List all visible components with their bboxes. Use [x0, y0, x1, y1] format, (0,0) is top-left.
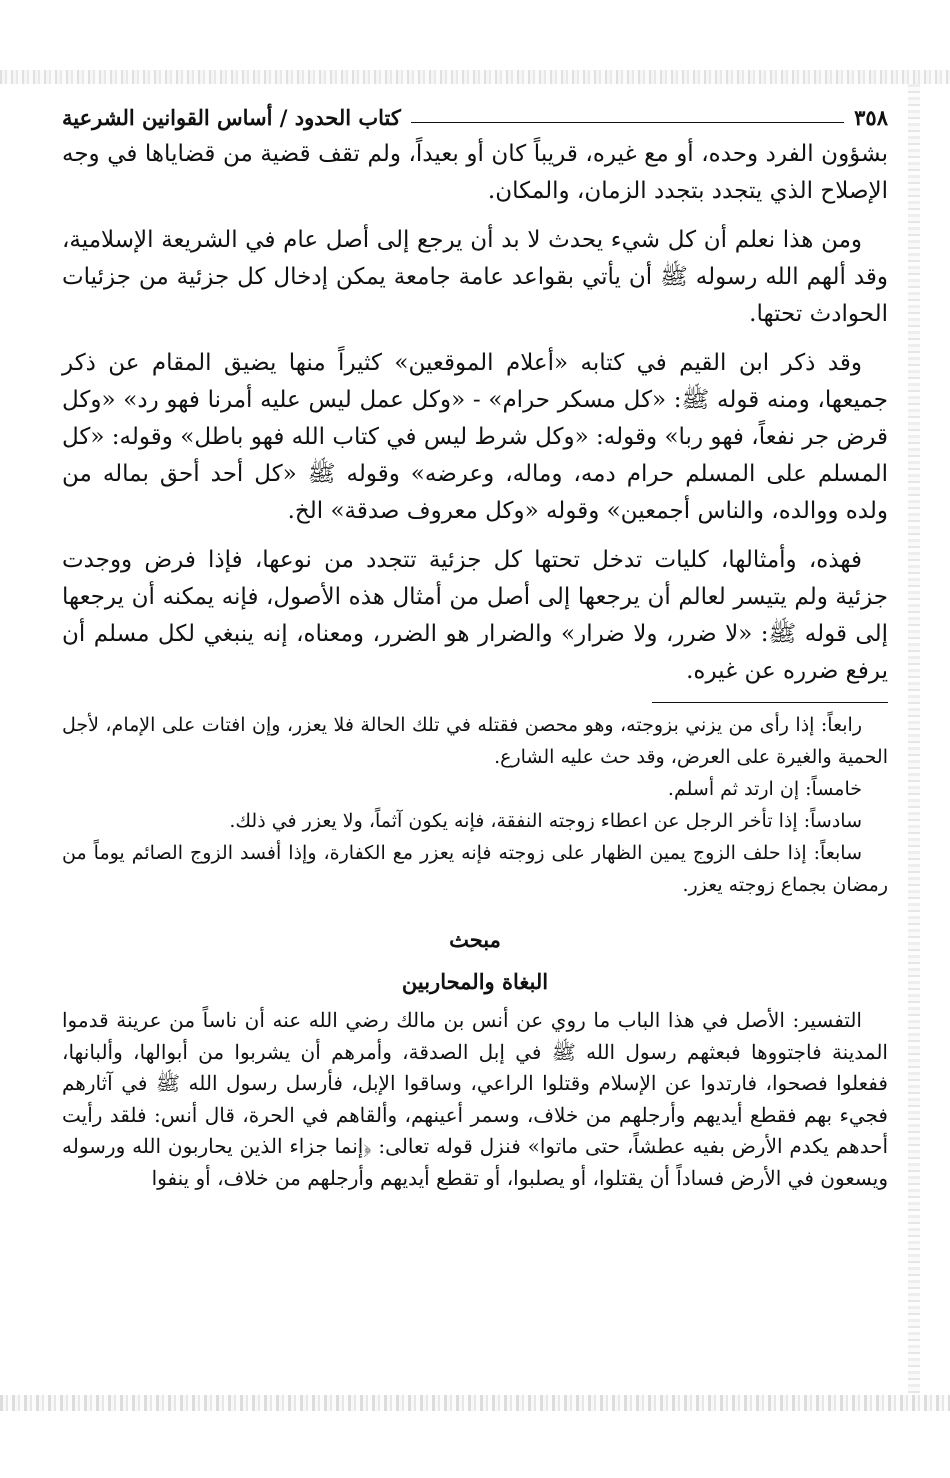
- paragraph-3: وقد ذكر ابن القيم في كتابه «أعلام الموقعين» كثيراً منها يضيق المقام عن ذكر جميعها، ومنه قوله ﷺ: «كل مسكر حرام» - «وكل عمل ليس عليه أمرنا فهو رد» «وكل قرض جر نفعاً، فهو ربا» وقوله: «وكل شرط ليس في كتاب الله فهو باطل» وقوله: «كل المسلم على المسلم حرام دمه، وماله، وعرضه» وقوله ﷺ «كل أحد أحق بماله من ولده ووالده، والناس أجمعين» وقوله «وكل معروف صدقة» الخ.: [62, 350, 888, 524]
- footnote-separator: [652, 702, 888, 703]
- running-header: [62, 98, 888, 136]
- header-rule: [411, 122, 844, 123]
- footnote-item: سادساً: إذا تأخر الرجل عن اعطاء زوجته النفقة، فإنه يكون آثماً، ولا يعزر في ذلك.: [229, 810, 862, 832]
- running-title: كتاب الحدود / أساس القوانين الشرعية: [62, 104, 401, 130]
- footnote-item: رابعاً: إذا رأى من يزني بزوجته، وهو محصن فقتله في تلك الحالة فلا يعزر، وإن افتات على الإمام، لأجل الحمية والغيرة على العرض، وقد حث عليه الشارع.: [62, 714, 888, 768]
- footnotes: [62, 709, 888, 901]
- paragraph-2: ومن هذا نعلم أن كل شيء يحدث لا بد أن يرجع إلى أصل عام في الشريعة الإسلامية، وقد ألهم الله رسوله ﷺ أن يأتي بقواعد عامة جامعة يمكن إدخال كل جزئية من جزئيات الحوادث تحتها.: [62, 227, 888, 327]
- paragraph-4: فهذه، وأمثالها، كليات تدخل تحتها كل جزئية تتجدد من نوعها، فإذا فرض ووجدت جزئية ولم يتيسر لعالم أن يرجعها إلى أصل من أمثال هذه الأصول، فإنه يمكنه أن يرجعها إلى قوله ﷺ: «لا ضرر، ولا ضرار» والضرار هو الضرر، ومعناه، إنه ينبغي لكل مسلم أن يرفع ضرره عن غيره.: [62, 547, 888, 684]
- footnote-item: سابعاً: إذا حلف الزوج يمين الظهار على زوجته فإنه يعزر مع الكفارة، وإذا أفسد الزوج الصائم يوماً من رمضان بجماع زوجته يعزر.: [62, 842, 888, 896]
- section-text: [62, 1005, 888, 1194]
- document-page: [62, 98, 888, 1194]
- footnote-item: خامساً: إن ارتد ثم أسلم.: [667, 778, 862, 800]
- page-number: ٣٥٨: [854, 104, 888, 130]
- scan-edge-right: [908, 84, 920, 1395]
- main-text: [62, 136, 888, 690]
- section-subheading: البغاة والمحاربين: [401, 969, 549, 994]
- scan-edge-top: [0, 70, 950, 84]
- section-paragraph: التفسير: الأصل في هذا الباب ما روي عن أنس بن مالك رضي الله عنه أن ناساً من عرينة قدموا المدينة فاجتووها فبعثهم رسول الله ﷺ في إبل الصدقة، وأمرهم أن يشربوا من أبوالها، وألبانها، ففعلوا فصحوا، فارتدوا عن الإسلام وقتلوا الراعي، وساقوا الإبل، فأرسل رسول الله ﷺ في آثارهم فجيء بهم فقطع أيديهم وأرجلهم من خلاف، وسمر أعينهم، وألقاهم في الحرة، قال أنس: فلقد رأيت أحدهم يكدم الأرض بفيه عطشاً، حتى ماتوا» فنزل قوله تعالى: ﴿إنما جزاء الذين يحاربون الله ورسوله ويسعون في الأرض فساداً أن يقتلوا، أو يصلبوا، أو تقطع أيديهم وأرجلهم من خلاف، أو ينفوا: [62, 1008, 888, 1190]
- scan-edge-bottom: [0, 1395, 950, 1411]
- paragraph-1: بشؤون الفرد وحده، أو مع غيره، قريباً كان أو بعيداً، ولم تقف قضية من قضاياها في وجه الإصلاح الذي يتجدد بتجدد الزمان، والمكان.: [62, 141, 888, 204]
- section-heading: مبحث: [449, 927, 501, 952]
